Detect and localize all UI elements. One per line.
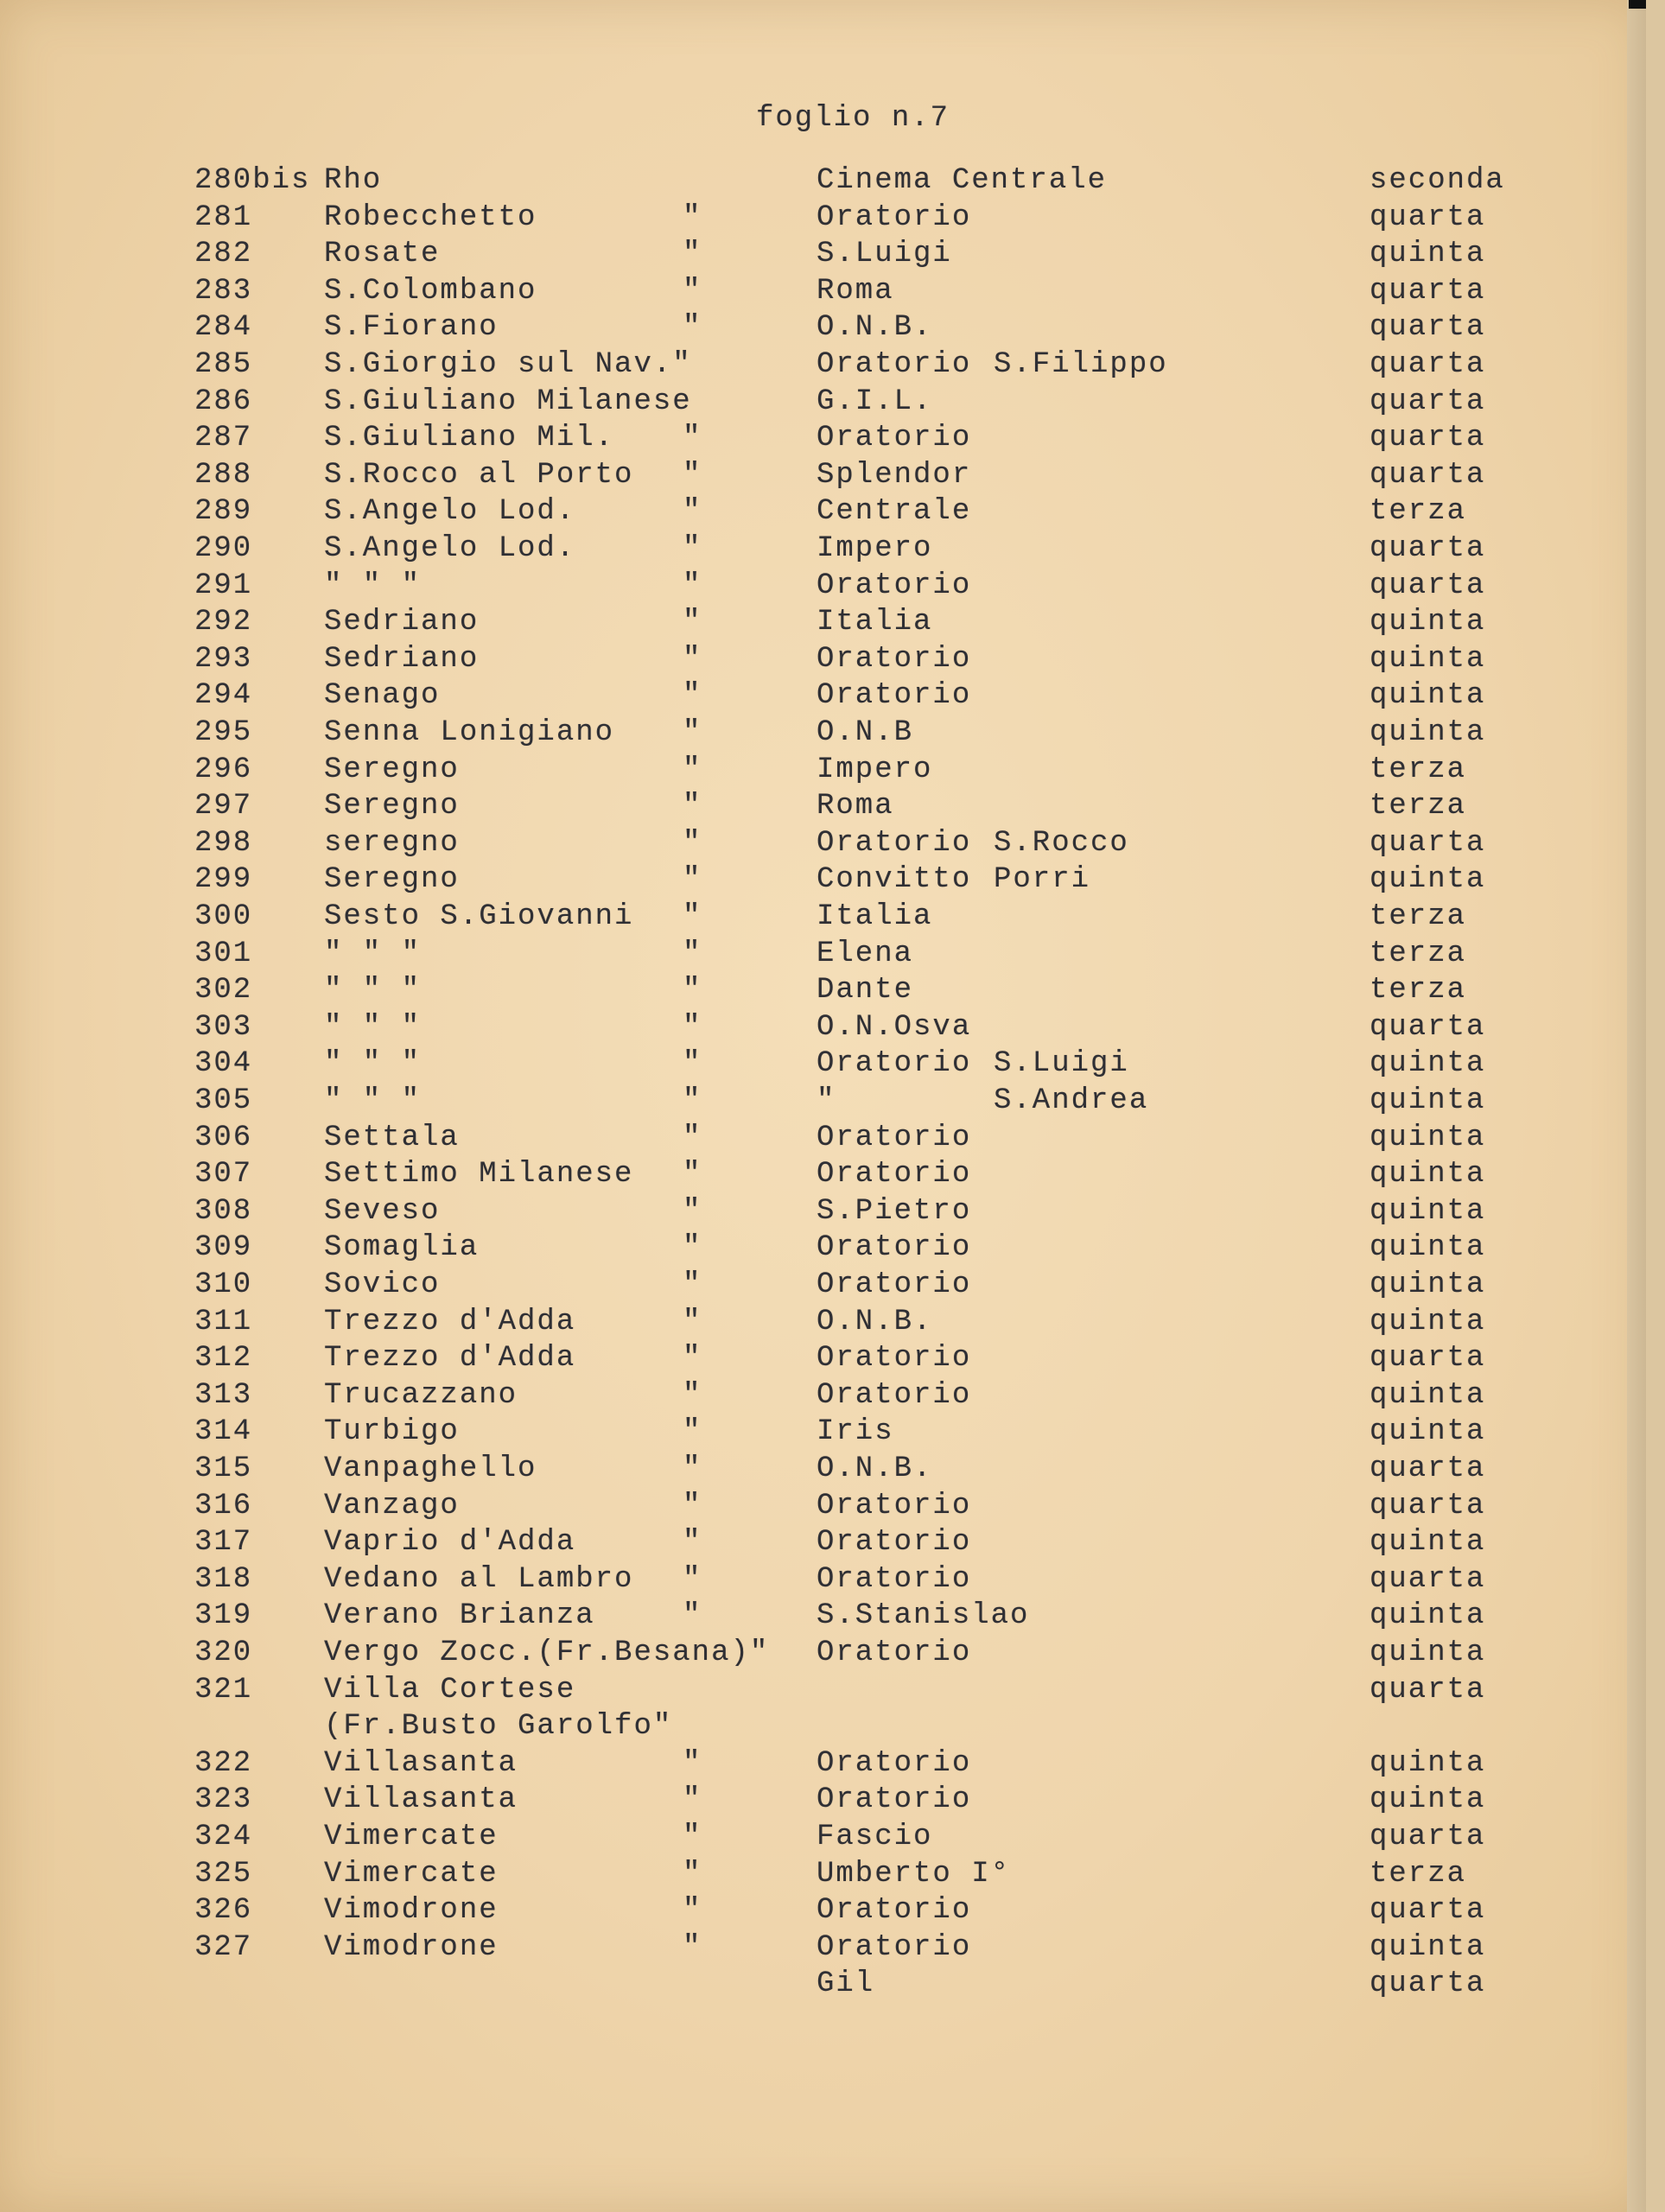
row-number: 305 [194, 1084, 253, 1117]
row-place: S.Colombano [324, 274, 537, 308]
row-venue: Cinema Centrale [817, 164, 1108, 197]
row-place: Somaglia [324, 1231, 480, 1265]
row-venue: Oratorio [817, 679, 972, 713]
row-category: quinta [1369, 1084, 1486, 1117]
row-number: 321 [194, 1673, 253, 1707]
list-row [0, 900, 1646, 938]
row-venue: Oratorio [817, 1637, 972, 1669]
row-venue: S.Luigi [817, 238, 952, 271]
row-place: " " " [324, 569, 422, 602]
row-category: terza [1369, 790, 1467, 823]
row-place: Sesto S.Giovanni [324, 900, 634, 933]
row-venue-extra: S.Filippo [994, 348, 1168, 381]
row-number: 300 [194, 900, 253, 933]
list-row [0, 827, 1646, 865]
row-ditto-mark: " [683, 1783, 702, 1817]
row-place: Seregno [324, 790, 460, 823]
list-row [0, 863, 1646, 901]
row-place: Vedano al Lambro [324, 1562, 634, 1596]
row-ditto-mark: " [683, 1194, 702, 1228]
row-place: " " " [324, 1084, 422, 1117]
row-place: S.Rocco al Porto [324, 458, 634, 492]
row-venue: " [817, 1084, 836, 1117]
list-row [0, 1747, 1646, 1785]
list-row [0, 1231, 1646, 1269]
row-category: quinta [1369, 1305, 1486, 1338]
row-venue: Oratorio [817, 569, 972, 602]
row-place: Villasanta [324, 1783, 518, 1817]
row-number: 299 [194, 863, 253, 897]
row-category: quinta [1369, 1526, 1486, 1560]
row-venue: S.Pietro [817, 1194, 972, 1228]
row-venue: Oratorio [817, 1121, 972, 1154]
row-venue: Oratorio [817, 1783, 972, 1817]
row-place: Robecchetto [324, 200, 537, 234]
row-number: 296 [194, 753, 253, 786]
row-ditto-mark: " [683, 716, 702, 749]
row-number: 316 [194, 1489, 253, 1522]
row-category: terza [1369, 974, 1467, 1007]
row-venue: Oratorio [817, 1562, 972, 1596]
row-category: quinta [1369, 863, 1486, 897]
row-venue: Impero [817, 532, 933, 565]
row-venue-extra: Porri [994, 863, 1091, 897]
list-row [0, 1599, 1646, 1637]
list-row [0, 1047, 1646, 1085]
row-category: quinta [1369, 1047, 1486, 1081]
list-row [0, 1268, 1646, 1306]
row-venue: O.N.B. [817, 1452, 933, 1485]
row-ditto-mark: " [683, 1305, 702, 1338]
row-category: quinta [1369, 1599, 1486, 1633]
row-category: quinta [1369, 1783, 1486, 1817]
row-venue: Oratorio [817, 1746, 972, 1780]
row-category: quinta [1369, 679, 1486, 713]
row-category: quarta [1369, 1452, 1486, 1485]
row-venue-extra: S.Rocco [994, 826, 1129, 860]
list-row [0, 459, 1646, 497]
row-number: 318 [194, 1562, 253, 1596]
row-category: seconda [1369, 164, 1505, 197]
row-venue: Fascio [817, 1821, 933, 1853]
row-place: Vaprio d'Adda [324, 1526, 576, 1560]
row-number: 301 [194, 937, 253, 970]
row-venue-extra: S.Andrea [994, 1084, 1149, 1117]
row-category: quarta [1369, 274, 1486, 308]
row-category: quarta [1369, 532, 1486, 565]
row-ditto-mark: " [683, 900, 702, 933]
row-category: terza [1369, 937, 1467, 970]
row-number: 314 [194, 1415, 253, 1449]
list-row [0, 1783, 1646, 1821]
list-row [0, 1526, 1646, 1564]
list-row [0, 1563, 1646, 1601]
row-ditto-mark: " [683, 422, 702, 455]
row-ditto-mark: " [683, 569, 702, 602]
row-category: quarta [1369, 1967, 1486, 2001]
row-venue: Oratorio [817, 200, 972, 234]
row-number: 308 [194, 1194, 253, 1228]
row-place: Sedriano [324, 606, 480, 639]
row-category: terza [1369, 900, 1467, 933]
row-ditto-mark: " [683, 238, 702, 271]
row-venue: Oratorio [817, 1378, 972, 1412]
row-number: 302 [194, 974, 253, 1007]
row-place: Vimodrone [324, 1930, 499, 1964]
row-venue: Oratorio [817, 422, 972, 455]
row-venue: Dante [817, 974, 914, 1007]
row-venue: Centrale [817, 495, 972, 529]
row-category: quarta [1369, 826, 1486, 860]
row-number: 294 [194, 679, 253, 713]
row-ditto-mark: " [683, 1342, 702, 1376]
row-number: 312 [194, 1342, 253, 1376]
list-row [0, 606, 1646, 644]
list-row [0, 1931, 1646, 1969]
row-number: 289 [194, 495, 253, 529]
list-row [0, 1894, 1646, 1932]
list-row [0, 1379, 1646, 1417]
row-category: quarta [1369, 1010, 1486, 1044]
row-category: quarta [1369, 1821, 1486, 1853]
row-number: 309 [194, 1231, 253, 1265]
list-row [0, 1637, 1646, 1675]
row-ditto-mark: " [683, 679, 702, 713]
row-place: Vanzago [324, 1489, 460, 1522]
row-venue: Roma [817, 274, 894, 308]
row-category: terza [1369, 1857, 1467, 1891]
row-category: quinta [1369, 1415, 1486, 1449]
row-category: quinta [1369, 1121, 1486, 1154]
row-category: quarta [1369, 1562, 1486, 1596]
list-row [0, 164, 1646, 202]
row-number: 313 [194, 1378, 253, 1412]
row-category: terza [1369, 753, 1467, 786]
list-row [0, 790, 1646, 828]
row-ditto-mark: " [683, 532, 702, 565]
row-ditto-mark: " [683, 1894, 702, 1928]
row-ditto-mark: " [683, 1489, 702, 1522]
row-number: 323 [194, 1783, 253, 1817]
list-row [0, 1674, 1646, 1712]
row-venue: O.N.Osva [817, 1010, 972, 1044]
row-venue: Umberto I° [817, 1857, 1011, 1891]
list-row [0, 1452, 1646, 1491]
list-row [0, 495, 1646, 533]
row-category: quarta [1369, 1894, 1486, 1928]
row-category: quinta [1369, 642, 1486, 676]
list-row [0, 679, 1646, 717]
row-ditto-mark: " [683, 311, 702, 345]
row-category: quinta [1369, 1378, 1486, 1412]
row-place: Seveso [324, 1194, 441, 1228]
row-number: 291 [194, 569, 253, 602]
row-venue: Gil [817, 1967, 875, 2001]
list-row [0, 716, 1646, 754]
row-venue: Oratorio [817, 1930, 972, 1964]
row-place: Trezzo d'Adda [324, 1342, 576, 1376]
row-venue: S.Stanislao [817, 1599, 1030, 1633]
row-ditto-mark: " [683, 1378, 702, 1412]
row-number: 290 [194, 532, 253, 565]
row-place: Vimodrone [324, 1894, 499, 1928]
list-row [0, 348, 1646, 386]
row-category: quinta [1369, 1231, 1486, 1265]
sheet-title: foglio n.7 [756, 102, 950, 135]
row-ditto-mark: " [683, 1452, 702, 1485]
row-place: " " " [324, 974, 422, 1007]
row-ditto-mark: " [683, 1047, 702, 1081]
row-ditto-mark: " [683, 1121, 702, 1154]
row-number: 295 [194, 716, 253, 749]
row-venue: Convitto [817, 863, 972, 897]
row-place: Villasanta [324, 1746, 518, 1780]
list-row [0, 569, 1646, 607]
row-place: S.Giuliano Milanese [324, 385, 692, 418]
row-place: Vimercate [324, 1821, 499, 1853]
list-row [0, 1490, 1646, 1528]
row-place: Villa Cortese [324, 1673, 576, 1707]
row-number: 287 [194, 422, 253, 455]
row-number: 311 [194, 1305, 253, 1338]
row-category: quarta [1369, 1673, 1486, 1707]
row-number: 304 [194, 1047, 253, 1081]
list-row [0, 1122, 1646, 1160]
row-place: S.Angelo Lod. [324, 532, 576, 565]
row-number: 280bis [194, 164, 311, 197]
row-number: 282 [194, 238, 253, 271]
row-number: 288 [194, 458, 253, 492]
row-ditto-mark: " [683, 1821, 702, 1853]
list-row [0, 1858, 1646, 1896]
row-venue-extra: S.Luigi [994, 1047, 1129, 1081]
row-ditto-mark: " [683, 642, 702, 676]
row-number: 281 [194, 200, 253, 234]
corner-mark [1629, 0, 1646, 9]
row-number: 306 [194, 1121, 253, 1154]
row-venue: O.N.B. [817, 311, 933, 345]
row-number: 283 [194, 274, 253, 308]
row-number: 315 [194, 1452, 253, 1485]
list-row [0, 1342, 1646, 1380]
row-venue: Oratorio [817, 1047, 972, 1081]
row-number: 307 [194, 1158, 253, 1192]
list-row [0, 311, 1646, 349]
row-category: quinta [1369, 1637, 1486, 1669]
row-ditto-mark: " [683, 974, 702, 1007]
row-category: quarta [1369, 458, 1486, 492]
row-category: quinta [1369, 606, 1486, 639]
row-place: Vimercate [324, 1857, 499, 1891]
row-ditto-mark: " [683, 274, 702, 308]
row-venue: Splendor [817, 458, 972, 492]
row-venue: Oratorio [817, 642, 972, 676]
row-number: 285 [194, 348, 253, 381]
row-category: quarta [1369, 311, 1486, 345]
row-place: Settala [324, 1121, 460, 1154]
row-place: Vanpaghello [324, 1452, 537, 1485]
list-row [0, 1195, 1646, 1233]
row-ditto-mark: " [683, 1599, 702, 1633]
row-place: Turbigo [324, 1415, 460, 1449]
row-ditto-mark: " [683, 1930, 702, 1964]
list-row [0, 1967, 1646, 2005]
row-place: Sedriano [324, 642, 480, 676]
row-place: Senago [324, 679, 441, 713]
list-row [0, 1084, 1646, 1122]
row-category: quinta [1369, 238, 1486, 271]
row-ditto-mark: " [683, 1268, 702, 1301]
list-row [0, 938, 1646, 976]
row-ditto-mark: " [683, 1415, 702, 1449]
row-number: 317 [194, 1526, 253, 1560]
row-category: terza [1369, 495, 1467, 529]
row-venue: O.N.B [817, 716, 914, 749]
row-place: Vergo Zocc.(Fr.Besana)" [324, 1637, 770, 1669]
row-place: Rosate [324, 238, 441, 271]
row-category: quinta [1369, 1194, 1486, 1228]
row-venue: Oratorio [817, 1231, 972, 1265]
row-number: 326 [194, 1894, 253, 1928]
list-row [0, 1306, 1646, 1344]
row-place: Seregno [324, 863, 460, 897]
list-row [0, 201, 1646, 239]
row-place: Verano Brianza [324, 1599, 595, 1633]
row-venue: Oratorio [817, 826, 972, 860]
row-ditto-mark: " [683, 1231, 702, 1265]
row-category: quarta [1369, 569, 1486, 602]
list-row [0, 974, 1646, 1012]
row-number: 322 [194, 1746, 253, 1780]
list-row [0, 238, 1646, 276]
row-category: quarta [1369, 348, 1486, 381]
list-row [0, 1415, 1646, 1453]
row-ditto-mark: " [683, 1562, 702, 1596]
row-venue: Iris [817, 1415, 894, 1449]
row-category: quinta [1369, 716, 1486, 749]
row-number: 319 [194, 1599, 253, 1633]
row-ditto-mark: " [683, 1526, 702, 1560]
row-ditto-mark: " [683, 1746, 702, 1780]
row-venue: Oratorio [817, 348, 972, 381]
row-venue: Roma [817, 790, 894, 823]
row-venue: Oratorio [817, 1342, 972, 1376]
row-place: seregno [324, 826, 460, 860]
row-place: Seregno [324, 753, 460, 786]
row-ditto-mark: " [683, 1158, 702, 1192]
list-row [0, 385, 1646, 423]
row-venue: Impero [817, 753, 933, 786]
row-number: 298 [194, 826, 253, 860]
row-place: " " " [324, 1010, 422, 1044]
row-category: quinta [1369, 1268, 1486, 1301]
row-venue: Oratorio [817, 1894, 972, 1928]
row-ditto-mark: " [683, 863, 702, 897]
row-category: quarta [1369, 1342, 1486, 1376]
row-place: (Fr.Busto Garolfo" [324, 1710, 673, 1744]
row-venue: Italia [817, 606, 933, 639]
list-row [0, 422, 1646, 460]
row-ditto-mark: " [683, 826, 702, 860]
list-row [0, 1710, 1646, 1748]
row-place: Trezzo d'Adda [324, 1305, 576, 1338]
list-row [0, 1821, 1646, 1859]
row-venue: Oratorio [817, 1268, 972, 1301]
row-place: Trucazzano [324, 1378, 518, 1412]
row-venue: Elena [817, 937, 914, 970]
list-row [0, 275, 1646, 313]
row-category: quarta [1369, 385, 1486, 418]
list-row [0, 1011, 1646, 1049]
list-row [0, 1158, 1646, 1196]
row-category: quarta [1369, 1489, 1486, 1522]
row-number: 325 [194, 1857, 253, 1891]
row-place: S.Angelo Lod. [324, 495, 576, 529]
row-ditto-mark: " [683, 1857, 702, 1891]
row-venue: Italia [817, 900, 933, 933]
row-venue: O.N.B. [817, 1305, 933, 1338]
row-place: Rho [324, 164, 383, 197]
row-ditto-mark: " [683, 753, 702, 786]
row-number: 292 [194, 606, 253, 639]
row-category: quinta [1369, 1930, 1486, 1964]
row-place: " " " [324, 1047, 422, 1081]
list-row [0, 753, 1646, 791]
row-number: 310 [194, 1268, 253, 1301]
row-place: Senna Lonigiano [324, 716, 615, 749]
row-number: 320 [194, 1637, 253, 1669]
row-place: S.Giuliano Mil. [324, 422, 615, 455]
row-place: Settimo Milanese [324, 1158, 634, 1192]
row-number: 284 [194, 311, 253, 345]
row-ditto-mark: " [683, 200, 702, 234]
row-category: quinta [1369, 1746, 1486, 1780]
row-venue: G.I.L. [817, 385, 933, 418]
row-ditto-mark: " [683, 937, 702, 970]
row-ditto-mark: " [683, 1084, 702, 1117]
row-number: 324 [194, 1821, 253, 1853]
row-ditto-mark: " [683, 790, 702, 823]
row-number: 327 [194, 1930, 253, 1964]
row-ditto-mark: " [683, 458, 702, 492]
row-venue: Oratorio [817, 1489, 972, 1522]
row-place: " " " [324, 937, 422, 970]
row-ditto-mark: " [683, 1010, 702, 1044]
row-category: quinta [1369, 1158, 1486, 1192]
row-number: 286 [194, 385, 253, 418]
row-number: 297 [194, 790, 253, 823]
row-ditto-mark: " [683, 606, 702, 639]
row-place: S.Fiorano [324, 311, 499, 345]
row-category: quarta [1369, 422, 1486, 455]
row-place: S.Giorgio sul Nav." [324, 348, 692, 381]
list-row [0, 532, 1646, 570]
row-number: 303 [194, 1010, 253, 1044]
row-ditto-mark: " [683, 495, 702, 529]
list-row [0, 643, 1646, 681]
row-place: Sovico [324, 1268, 441, 1301]
row-venue: Oratorio [817, 1158, 972, 1192]
row-category: quarta [1369, 200, 1486, 234]
row-venue: Oratorio [817, 1526, 972, 1560]
row-number: 293 [194, 642, 253, 676]
